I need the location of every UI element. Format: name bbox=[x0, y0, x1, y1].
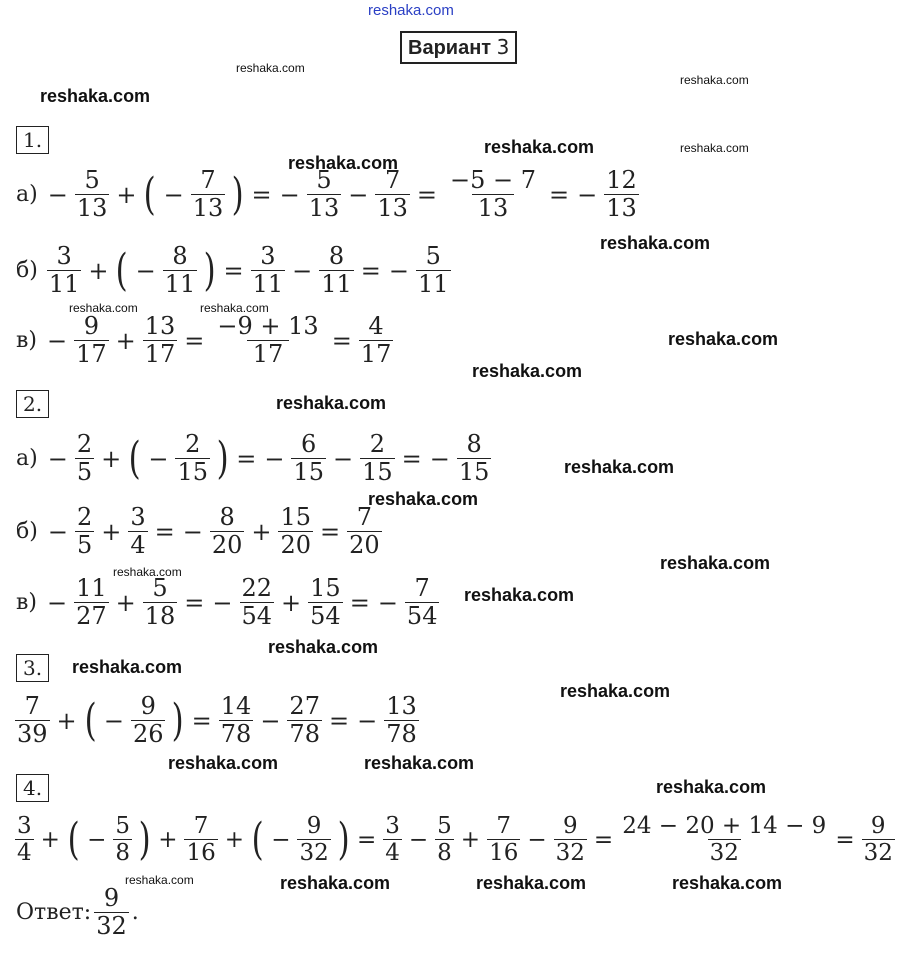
fraction: $\frac{7}{13}$ bbox=[192, 166, 224, 223]
fraction: $\frac{27}{78}$ bbox=[289, 692, 320, 749]
watermark: reshaka.com bbox=[484, 137, 595, 157]
watermark: reshaka.com bbox=[672, 873, 783, 893]
fraction: $\frac{22}{54}$ bbox=[241, 574, 273, 631]
watermark: reshaka.com bbox=[236, 61, 305, 75]
equation-1a: а) − $\frac{5}{13}$ + ( − $\frac{7}{13}$ ) = − $\frac{5}{13}$ − $\frac{7}{13}$ = $\frac{-5 - 7}{13}$ = − $\frac{12}{13}$ bbox=[16, 166, 637, 223]
watermark: reshaka.com bbox=[200, 301, 269, 315]
watermark: reshaka.com bbox=[680, 141, 749, 155]
problem-number-2: 2. bbox=[16, 390, 49, 418]
fraction: $\frac{5}{18}$ bbox=[144, 574, 176, 631]
equation-3: $\frac{7}{39}$ + ( − $\frac{9}{26}$ ) = $\frac{14}{78}$ − $\frac{27}{78}$ = − $\frac{13}{78}$ bbox=[17, 692, 417, 749]
watermark: reshaka.com bbox=[476, 873, 587, 893]
watermark: reshaka.com bbox=[656, 777, 767, 797]
fraction: $\frac{8}{11}$ bbox=[164, 242, 196, 299]
item-label: б) bbox=[16, 519, 38, 545]
watermark: reshaka.com bbox=[40, 86, 151, 106]
fraction: $\frac{24 - 20 + 14 - 9}{32}$ bbox=[622, 813, 827, 867]
fraction: $\frac{5}{11}$ bbox=[418, 242, 449, 299]
fraction: $\frac{13}{78}$ bbox=[386, 692, 417, 749]
watermark: reshaka.com bbox=[113, 565, 182, 579]
watermark: reshaka.com bbox=[125, 873, 194, 887]
fraction: $\frac{3}{11}$ bbox=[252, 242, 284, 299]
fraction: $\frac{8}{11}$ bbox=[321, 242, 352, 299]
watermark: reshaka.com bbox=[69, 301, 138, 315]
fraction: $\frac{12}{13}$ bbox=[606, 166, 637, 223]
fraction: $\frac{3}{4}$ bbox=[17, 813, 32, 867]
answer-fraction: $\frac{9}{32}$ bbox=[96, 884, 127, 941]
watermark: reshaka.com bbox=[364, 753, 475, 773]
fraction: $\frac{9}{26}$ bbox=[132, 692, 164, 749]
watermark: reshaka.com bbox=[72, 657, 183, 677]
watermark: reshaka.com bbox=[564, 457, 675, 477]
fraction: $\frac{5}{13}$ bbox=[76, 166, 108, 223]
fraction: $\frac{8}{15}$ bbox=[458, 430, 490, 487]
watermark: reshaka.com bbox=[600, 233, 711, 253]
watermark: reshaka.com bbox=[268, 637, 379, 657]
equation-1v: в) − $\frac{9}{17}$ + $\frac{13}{17}$ = $\frac{-9 + 13}{17}$ = $\frac{4}{17}$ bbox=[16, 312, 392, 369]
fraction: $\frac{15}{54}$ bbox=[310, 574, 341, 631]
fraction: $\frac{7}{13}$ bbox=[377, 166, 408, 223]
equation-1b: б) $\frac{3}{11}$ + ( − $\frac{8}{11}$ ) = $\frac{3}{11}$ − $\frac{8}{11}$ = − $\frac{5}{11}$ bbox=[16, 242, 449, 299]
item-label: в) bbox=[16, 590, 37, 616]
fraction: $\frac{9}{17}$ bbox=[76, 312, 107, 369]
fraction: $\frac{2}{15}$ bbox=[177, 430, 209, 487]
fraction: $\frac{2}{5}$ bbox=[76, 503, 93, 560]
fraction: $\frac{-9 + 13}{17}$ bbox=[217, 312, 319, 369]
fraction: $\frac{3}{11}$ bbox=[48, 242, 80, 299]
fraction: $\frac{14}{78}$ bbox=[220, 692, 252, 749]
item-label: б) bbox=[16, 258, 38, 284]
watermark: reshaka.com bbox=[288, 153, 399, 173]
fraction: $\frac{11}{27}$ bbox=[76, 574, 107, 631]
watermark: reshaka.com bbox=[368, 489, 479, 509]
fraction: $\frac{7}{39}$ bbox=[17, 692, 48, 749]
watermark: reshaka.com bbox=[464, 585, 575, 605]
fraction: $\frac{9}{32}$ bbox=[555, 813, 585, 867]
fraction: $\frac{15}{20}$ bbox=[280, 503, 312, 560]
fraction: $\frac{5}{8}$ bbox=[115, 813, 131, 867]
fraction: $\frac{9}{32}$ bbox=[863, 813, 893, 867]
equation-2a: а) − $\frac{2}{5}$ + ( − $\frac{2}{15}$ ) = − $\frac{6}{15}$ − $\frac{2}{15}$ = − $\frac{8}{15}$ bbox=[16, 430, 490, 487]
fraction: $\frac{5}{13}$ bbox=[308, 166, 340, 223]
equation-2b: б) − $\frac{2}{5}$ + $\frac{3}{4}$ = − $\frac{8}{20}$ + $\frac{15}{20}$ = $\frac{7}{20}$ bbox=[16, 503, 380, 560]
fraction: $\frac{7}{54}$ bbox=[406, 574, 438, 631]
watermark: reshaka.com bbox=[668, 329, 779, 349]
watermark-top[interactable]: reshaka.com bbox=[368, 2, 454, 19]
fraction: $\frac{7}{20}$ bbox=[349, 503, 380, 560]
variant-number: 3 bbox=[496, 35, 510, 59]
fraction: $\frac{2}{15}$ bbox=[362, 430, 393, 487]
watermark: reshaka.com bbox=[560, 681, 671, 701]
item-label: а) bbox=[16, 446, 38, 472]
fraction: $\frac{13}{17}$ bbox=[144, 312, 176, 369]
fraction: $\frac{5}{8}$ bbox=[437, 813, 452, 867]
watermark: reshaka.com bbox=[472, 361, 583, 381]
problem-number-1: 1. bbox=[16, 126, 49, 154]
answer-label: Ответ: bbox=[16, 900, 92, 926]
fraction: $\frac{3}{4}$ bbox=[130, 503, 146, 560]
watermark: reshaka.com bbox=[168, 753, 279, 773]
fraction: $\frac{6}{15}$ bbox=[293, 430, 324, 487]
fraction: $\frac{7}{16}$ bbox=[186, 813, 216, 867]
watermark: reshaka.com bbox=[280, 873, 391, 893]
fraction: $\frac{4}{17}$ bbox=[360, 312, 392, 369]
answer-line: Ответ: $\frac{9}{32}$ . bbox=[16, 884, 139, 941]
variant-title bbox=[400, 31, 517, 64]
watermark: reshaka.com bbox=[276, 393, 387, 413]
watermark: reshaka.com bbox=[680, 73, 749, 87]
fraction: $\frac{9}{32}$ bbox=[299, 813, 329, 867]
fraction: $\frac{2}{5}$ bbox=[76, 430, 93, 487]
watermark: reshaka.com bbox=[660, 553, 771, 573]
item-label: в) bbox=[16, 328, 37, 354]
problem-number-4: 4. bbox=[16, 774, 49, 802]
equation-2v: в) − $\frac{11}{27}$ + $\frac{5}{18}$ = − $\frac{22}{54}$ + $\frac{15}{54}$ = − $\frac{7}{54}$ bbox=[16, 574, 438, 631]
fraction: $\frac{7}{16}$ bbox=[489, 813, 519, 867]
item-label: а) bbox=[16, 182, 38, 208]
variant-word: Вариант bbox=[408, 37, 492, 59]
fraction: $\frac{8}{20}$ bbox=[211, 503, 243, 560]
fraction: $\frac{-5 - 7}{13}$ bbox=[450, 166, 537, 223]
equation-4: $\frac{3}{4}$ + ( − $\frac{5}{8}$ ) + $\frac{7}{16}$ + ( − $\frac{9}{32}$ ) = $\frac{3}{4}$ − $\frac{5}{8}$ + $\frac{7}{16}$ − $\frac{9}{32}$ = $\frac{24 - 20 + 14 - 9}{32}$ = $\frac{9}{32}$ bbox=[17, 813, 893, 867]
fraction: $\frac{3}{4}$ bbox=[385, 813, 400, 867]
problem-number-3: 3. bbox=[16, 654, 49, 682]
